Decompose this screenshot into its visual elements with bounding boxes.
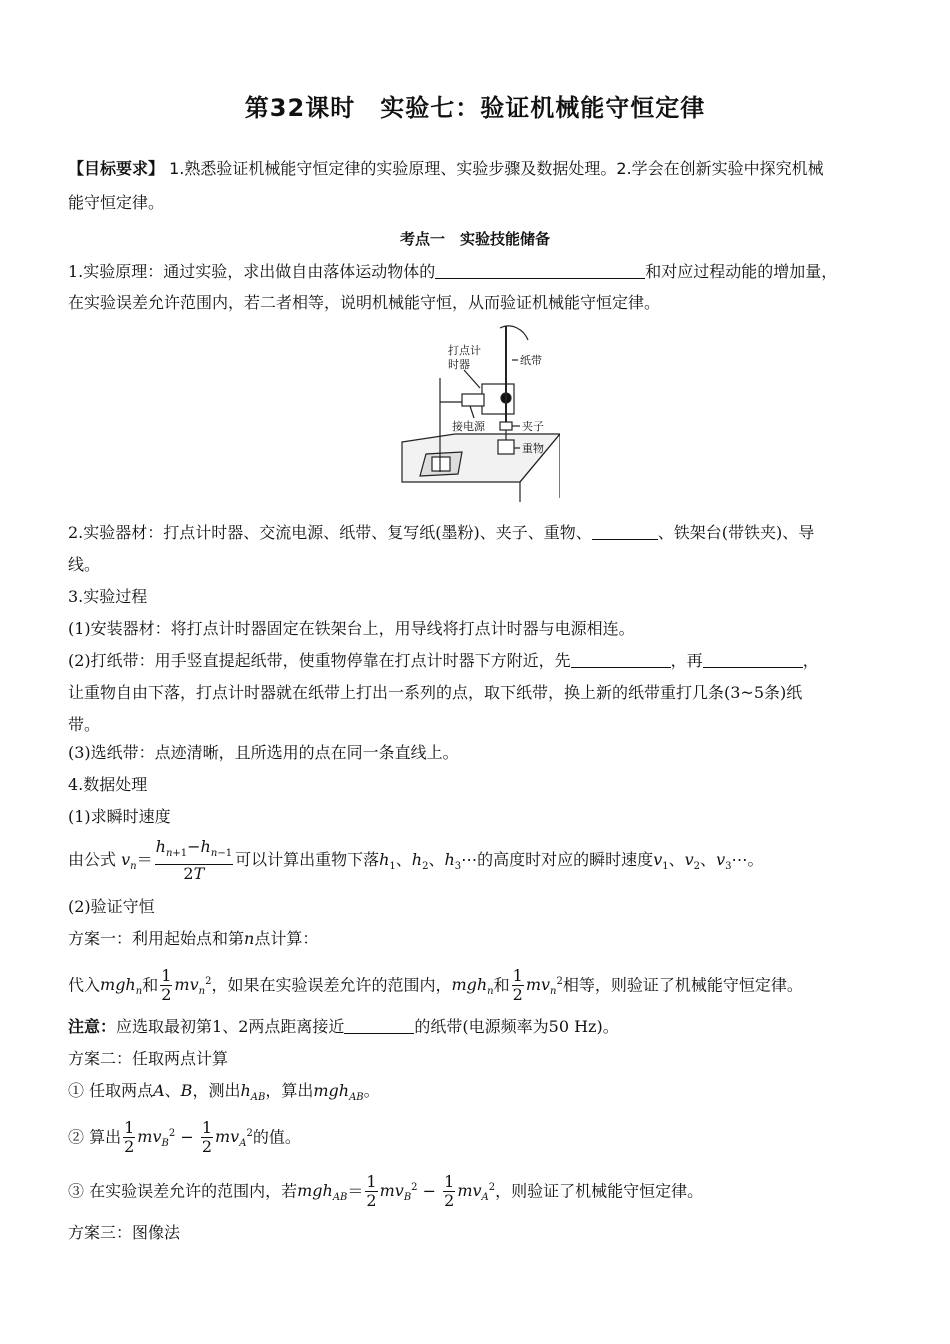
item1-line2: 在实验误差允许范围内，若二者相等，说明机械能守恒，从而验证机械能守恒定律。 (68, 293, 661, 312)
p2-1-b: ，测出 (192, 1081, 241, 1100)
item3-step3: (3)选纸带：点迹清晰，且所选用的点在同一条直线上。 (68, 743, 459, 762)
note-blank[interactable] (344, 1017, 414, 1034)
item3-heading: 3.实验过程 (68, 587, 148, 606)
p2-1-a: ① 任取两点 (68, 1081, 154, 1100)
step2-text-a: (2)打纸带：用手竖直提起纸带，使重物停靠在打点计时器下方附近，先 (68, 651, 571, 670)
plan1-c: ，如果在实验误差允许的范围内， (211, 975, 452, 995)
timer-body (462, 394, 484, 406)
label-power: 接电源 (452, 420, 485, 433)
velocity-formula-line: 由公式 $v_n=$ $\frac{h_{n+1}-h_{n-1}}{2T}$ 可以计算出重物下落$h_1$、$h_2$、$h_3\cdots$的高度时对应的瞬时速度$v_1$、$v_2$、$v_3\cdots$。 (68, 837, 764, 883)
hand (500, 326, 528, 340)
plan1-a: 代入 (68, 975, 101, 995)
plan2-step1: ① 任取两点A、B，测出$h_{AB}$，算出mgh$_{AB}$。 (68, 1081, 380, 1104)
objective-text: 1.熟悉验证机械能守恒定律的实验原理、实验步骤及数据处理。2.学会在创新实验中探究机械 (169, 159, 824, 178)
p2-1-c: ，算出 (265, 1081, 314, 1100)
p2-3-b: ，则验证了机械能守恒定律。 (495, 1181, 704, 1201)
velocity-fraction: $\frac{h_{n+1}-h_{n-1}}{2T}$ (155, 837, 233, 883)
apparatus-figure (400, 322, 560, 512)
item4-sub2: (2)验证守恒 (68, 897, 155, 916)
formula-prefix: 由公式 (68, 850, 117, 869)
section-heading: 考点一 实验技能储备 (399, 230, 550, 248)
weight-box (498, 440, 514, 454)
plan2-heading: 方案二：任取两点计算 (68, 1049, 229, 1068)
plan1-b: 和 (142, 975, 159, 995)
item2-blank[interactable] (592, 523, 658, 540)
label-tape: 纸带 (520, 354, 542, 367)
formula-suffix: 可以计算出重物下落 (235, 850, 380, 869)
step2-blank1[interactable] (571, 651, 671, 668)
item1-text-b: 和对应过程动能的增加量， (645, 262, 838, 281)
note-line (68, 1016, 888, 1038)
stand-block (432, 457, 450, 471)
step2-text-b: ，再 (670, 651, 703, 670)
p2-2-a: ② 算出 (68, 1127, 122, 1147)
plan3-heading: 方案三：图像法 (68, 1223, 181, 1242)
clip (500, 422, 512, 430)
label-weight: 重物 (522, 442, 544, 455)
label-timer2: 时器 (448, 358, 470, 371)
plan1-text: 方案一：利用起始点和第 (68, 929, 245, 948)
note-label: 注意： (68, 1017, 117, 1036)
p2-2-b: 的值。 (252, 1127, 301, 1147)
item2-text-a: 2.实验器材：打点计时器、交流电源、纸带、复写纸(墨粉)、夹子、重物、 (68, 523, 592, 542)
plan1-formula-line: 代入mgh$_n$和 $\frac{1}{2}$ $mv_n^2$，如果在实验误差允许的范围内，mgh$_n$和 $\frac{1}{2}$ $mv_n^2$相等，则验证了机械能守恒定律。 (68, 966, 803, 1005)
item4-sub1: (1)求瞬时速度 (68, 807, 171, 826)
item2-line2: 线。 (68, 555, 101, 574)
item4-heading: 4.数据处理 (68, 775, 148, 794)
plan1-tail: 点计算： (254, 929, 319, 948)
item3-step2-line3: 带。 (68, 715, 101, 734)
item1-blank[interactable] (435, 262, 645, 279)
formula-tail: 的高度时对应的瞬时速度 (477, 850, 654, 869)
item1-line1 (68, 261, 888, 283)
objective-line2: 能守恒定律。 (68, 193, 165, 212)
objective-label: 【目标要求】 (68, 159, 165, 178)
item1-text-a: 1.实验原理：通过实验，求出做自由落体运动物体的 (68, 262, 436, 281)
plan1-heading: 方案一：利用起始点和第n点计算： (68, 929, 319, 948)
plan2-step2: ② 算出 $\frac{1}{2}$ $mv_B^2$ − $\frac{1}{2}$ $mv_A^2$的值。 (68, 1118, 301, 1157)
plan2-step3: ③ 在实验误差允许的范围内，若mgh$_{AB}$＝ $\frac{1}{2}$ $mv_B^2$ − $\frac{1}{2}$ $mv_A^2$，则验证了机械能守恒定律。 (68, 1172, 704, 1211)
note-text-b: 的纸带(电源频率为50 Hz)。 (414, 1017, 619, 1036)
item3-step1: (1)安装器材：将打点计时器固定在铁架台上，用导线将打点计时器与电源相连。 (68, 619, 635, 638)
note-text-a: 应选取最初第1、2两点距离接近 (116, 1017, 345, 1036)
plan1-d: 和 (493, 975, 510, 995)
item3-step2-line2: 让重物自由下落，打点计时器就在纸带上打出一系列的点，取下纸带，换上新的纸带重打几条(3~5条)纸 (68, 683, 803, 702)
item3-step2-line1 (68, 650, 888, 672)
objective-line1 (68, 158, 888, 180)
p2-1-d: 。 (363, 1081, 380, 1100)
step2-blank2[interactable] (703, 651, 803, 668)
plan1-e: 相等，则验证了机械能守恒定律。 (562, 975, 803, 995)
label-clip: 夹子 (522, 420, 544, 433)
page-title: 第32课时 实验七：验证机械能守恒定律 (244, 94, 706, 122)
item2-text-b: 、铁架台(带铁夹)、导 (657, 523, 815, 542)
step2-text-c: ， (802, 651, 819, 670)
p2-3-a: ③ 在实验误差允许的范围内，若 (68, 1181, 298, 1201)
label-timer: 打点计 (448, 344, 481, 357)
item2-line1 (68, 522, 888, 544)
